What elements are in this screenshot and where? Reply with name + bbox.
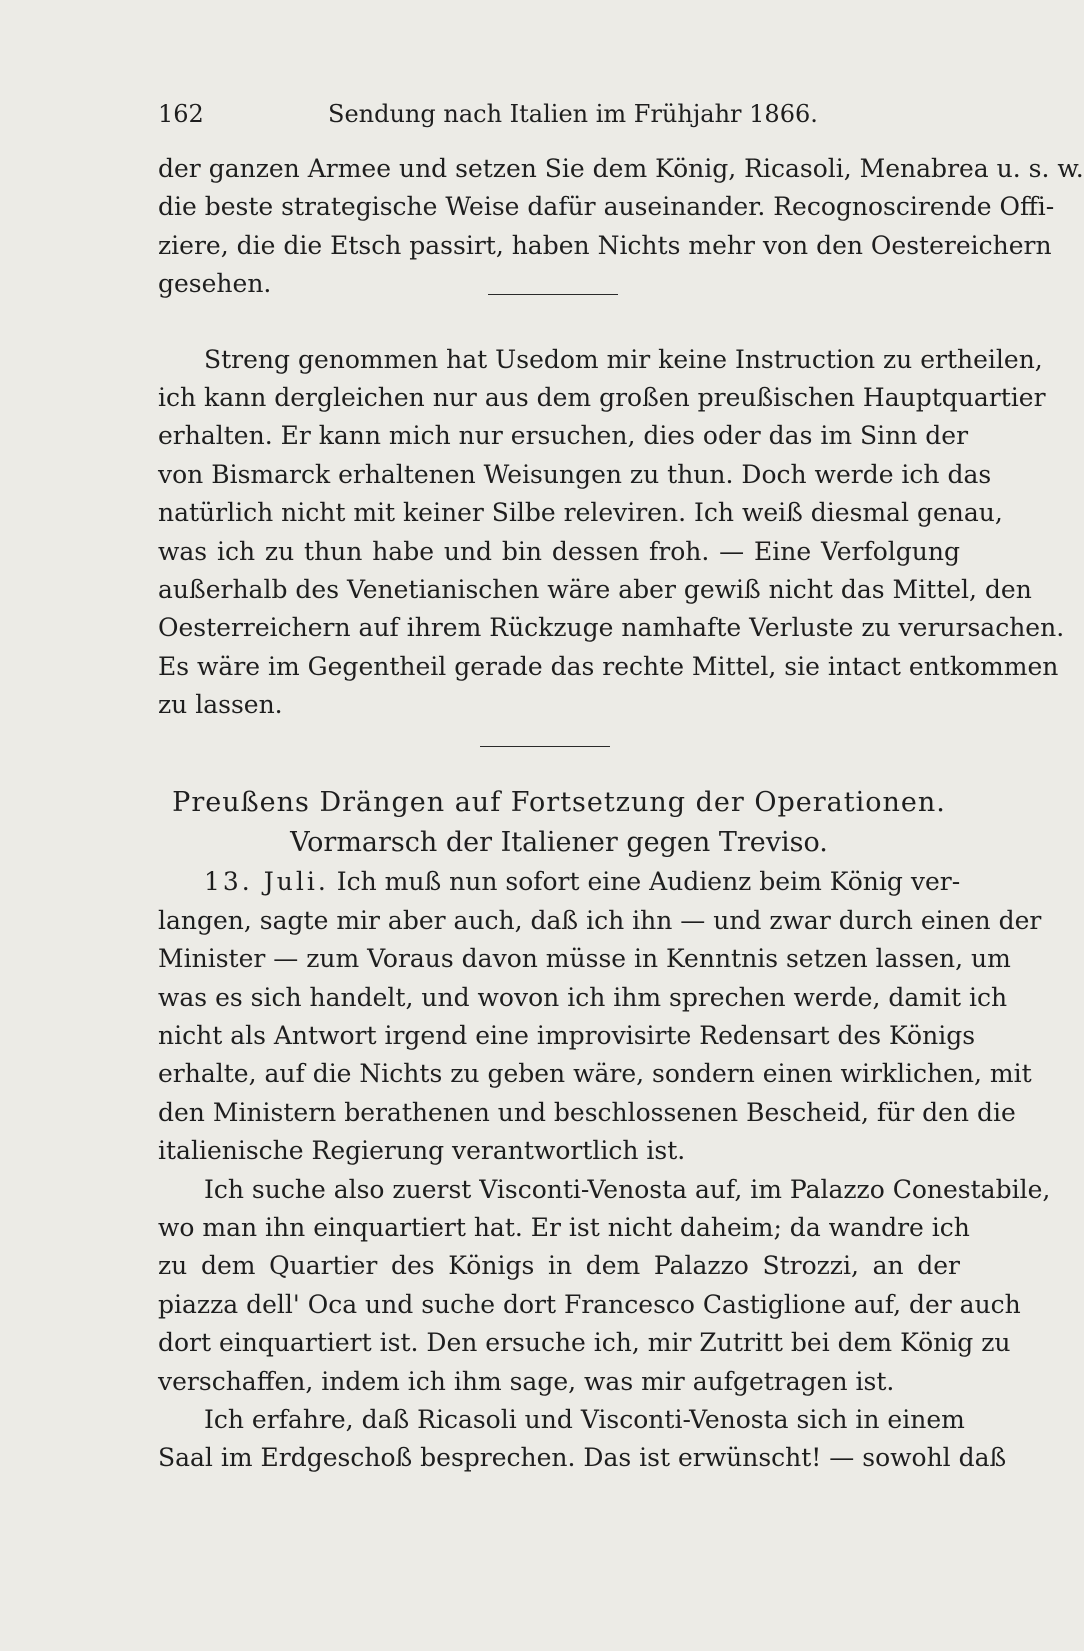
text-line: zu lassen.: [158, 690, 283, 720]
text-line: wo man ihn einquartiert hat. Er ist nicht daheim; da wandre ich: [158, 1212, 970, 1242]
paragraph-continuation: [158, 150, 1084, 304]
date-label: 13. Juli.: [204, 867, 329, 897]
text-line: der ganzen Armee und setzen Sie dem König, Ricasoli, Menabrea u. s. w.: [158, 154, 1084, 183]
text-line: Es wäre im Gegentheil gerade das rechte Mittel, sie intact entkommen: [158, 651, 1059, 681]
text-line: was es sich handelt, und wovon ich ihm sprechen werde, damit ich: [158, 982, 1008, 1012]
page-number: 162: [158, 100, 204, 128]
paragraph-visconti: [158, 1171, 1051, 1401]
text-line: nicht als Antwort irgend eine improvisirte Redensart des Königs: [158, 1021, 976, 1051]
text-line-dated: [158, 863, 960, 901]
text-line: Ich erfahre, daß Ricasoli und Visconti-Venosta sich in einem: [204, 1404, 965, 1434]
text-line: außerhalb des Venetianischen wäre aber gewiß nicht das Mittel, den: [158, 574, 1032, 604]
section-heading: Preußens Drängen auf Fortsetzung der Operationen.: [172, 787, 946, 819]
running-head: Sendung nach Italien im Frühjahr 1866.: [328, 100, 818, 128]
text-line: Ich suche also zuerst Visconti-Venosta auf, im Palazzo Conestabile,: [204, 1174, 1051, 1204]
text-line: natürlich nicht mit keiner Silbe releviren. Ich weiß diesmal genau,: [158, 498, 1003, 528]
text-line: italienische Regierung verantwortlich ist.: [158, 1136, 686, 1166]
separator-rule: [480, 746, 610, 747]
text-line: was ich zu thun habe und bin dessen froh. — Eine Verfolgung: [158, 536, 960, 566]
text-line: ziere, die die Etsch passirt, haben Nichts mehr von den Oestereichern: [158, 230, 1052, 260]
text-line: erhalte, auf die Nichts zu geben wäre, sondern einen wirklichen, mit: [158, 1059, 1032, 1089]
text-line: dort einquartiert ist. Den ersuche ich, mir Zutritt bei dem König zu: [158, 1328, 1011, 1358]
text-line: Saal im Erdgeschoß besprechen. Das ist erwünscht! — sowohl daß: [158, 1443, 1007, 1473]
text-line: zu dem Quartier des Königs in dem Palazzo Strozzi, an der: [158, 1251, 960, 1281]
text-line: gesehen.: [158, 269, 272, 299]
paragraph-ricasoli: [158, 1401, 1007, 1478]
page-body: [158, 150, 1084, 1478]
text-line: die beste strategische Weise dafür auseinander. Recognoscirende Offi-: [158, 192, 1055, 222]
page-header: [158, 94, 978, 134]
paragraph-audience: [158, 863, 1042, 1170]
text-line: von Bismarck erhaltenen Weisungen zu thun. Doch werde ich das: [158, 459, 992, 489]
text-line: Minister — zum Voraus davon müsse in Kenntnis setzen lassen, um: [158, 944, 1011, 974]
text-line: den Ministern berathenen und beschlossenen Bescheid, für den die: [158, 1097, 1016, 1127]
paragraph-instruction: [158, 341, 1065, 725]
section-subheading: Vormarsch der Italiener gegen Treviso.: [290, 827, 828, 859]
text-run: Ich muß nun sofort eine Audienz beim König ver-: [336, 867, 961, 897]
text-line: Streng genommen hat Usedom mir keine Instruction zu ertheilen,: [204, 344, 1043, 374]
text-line: piazza dell' Oca und suche dort Francesco Castiglione auf, der auch: [158, 1289, 1021, 1319]
text-line: langen, sagte mir aber auch, daß ich ihn — und zwar durch einen der: [158, 905, 1042, 935]
text-line: Oesterreichern auf ihrem Rückzuge namhafte Verluste zu verursachen.: [158, 613, 1065, 643]
text-line: ich kann dergleichen nur aus dem großen preußischen Hauptquartier: [158, 382, 1046, 412]
text-line: verschaffen, indem ich ihm sage, was mir aufgetragen ist.: [158, 1366, 895, 1396]
separator-rule: [488, 294, 618, 295]
text-line: erhalten. Er kann mich nur ersuchen, dies oder das im Sinn der: [158, 421, 969, 451]
